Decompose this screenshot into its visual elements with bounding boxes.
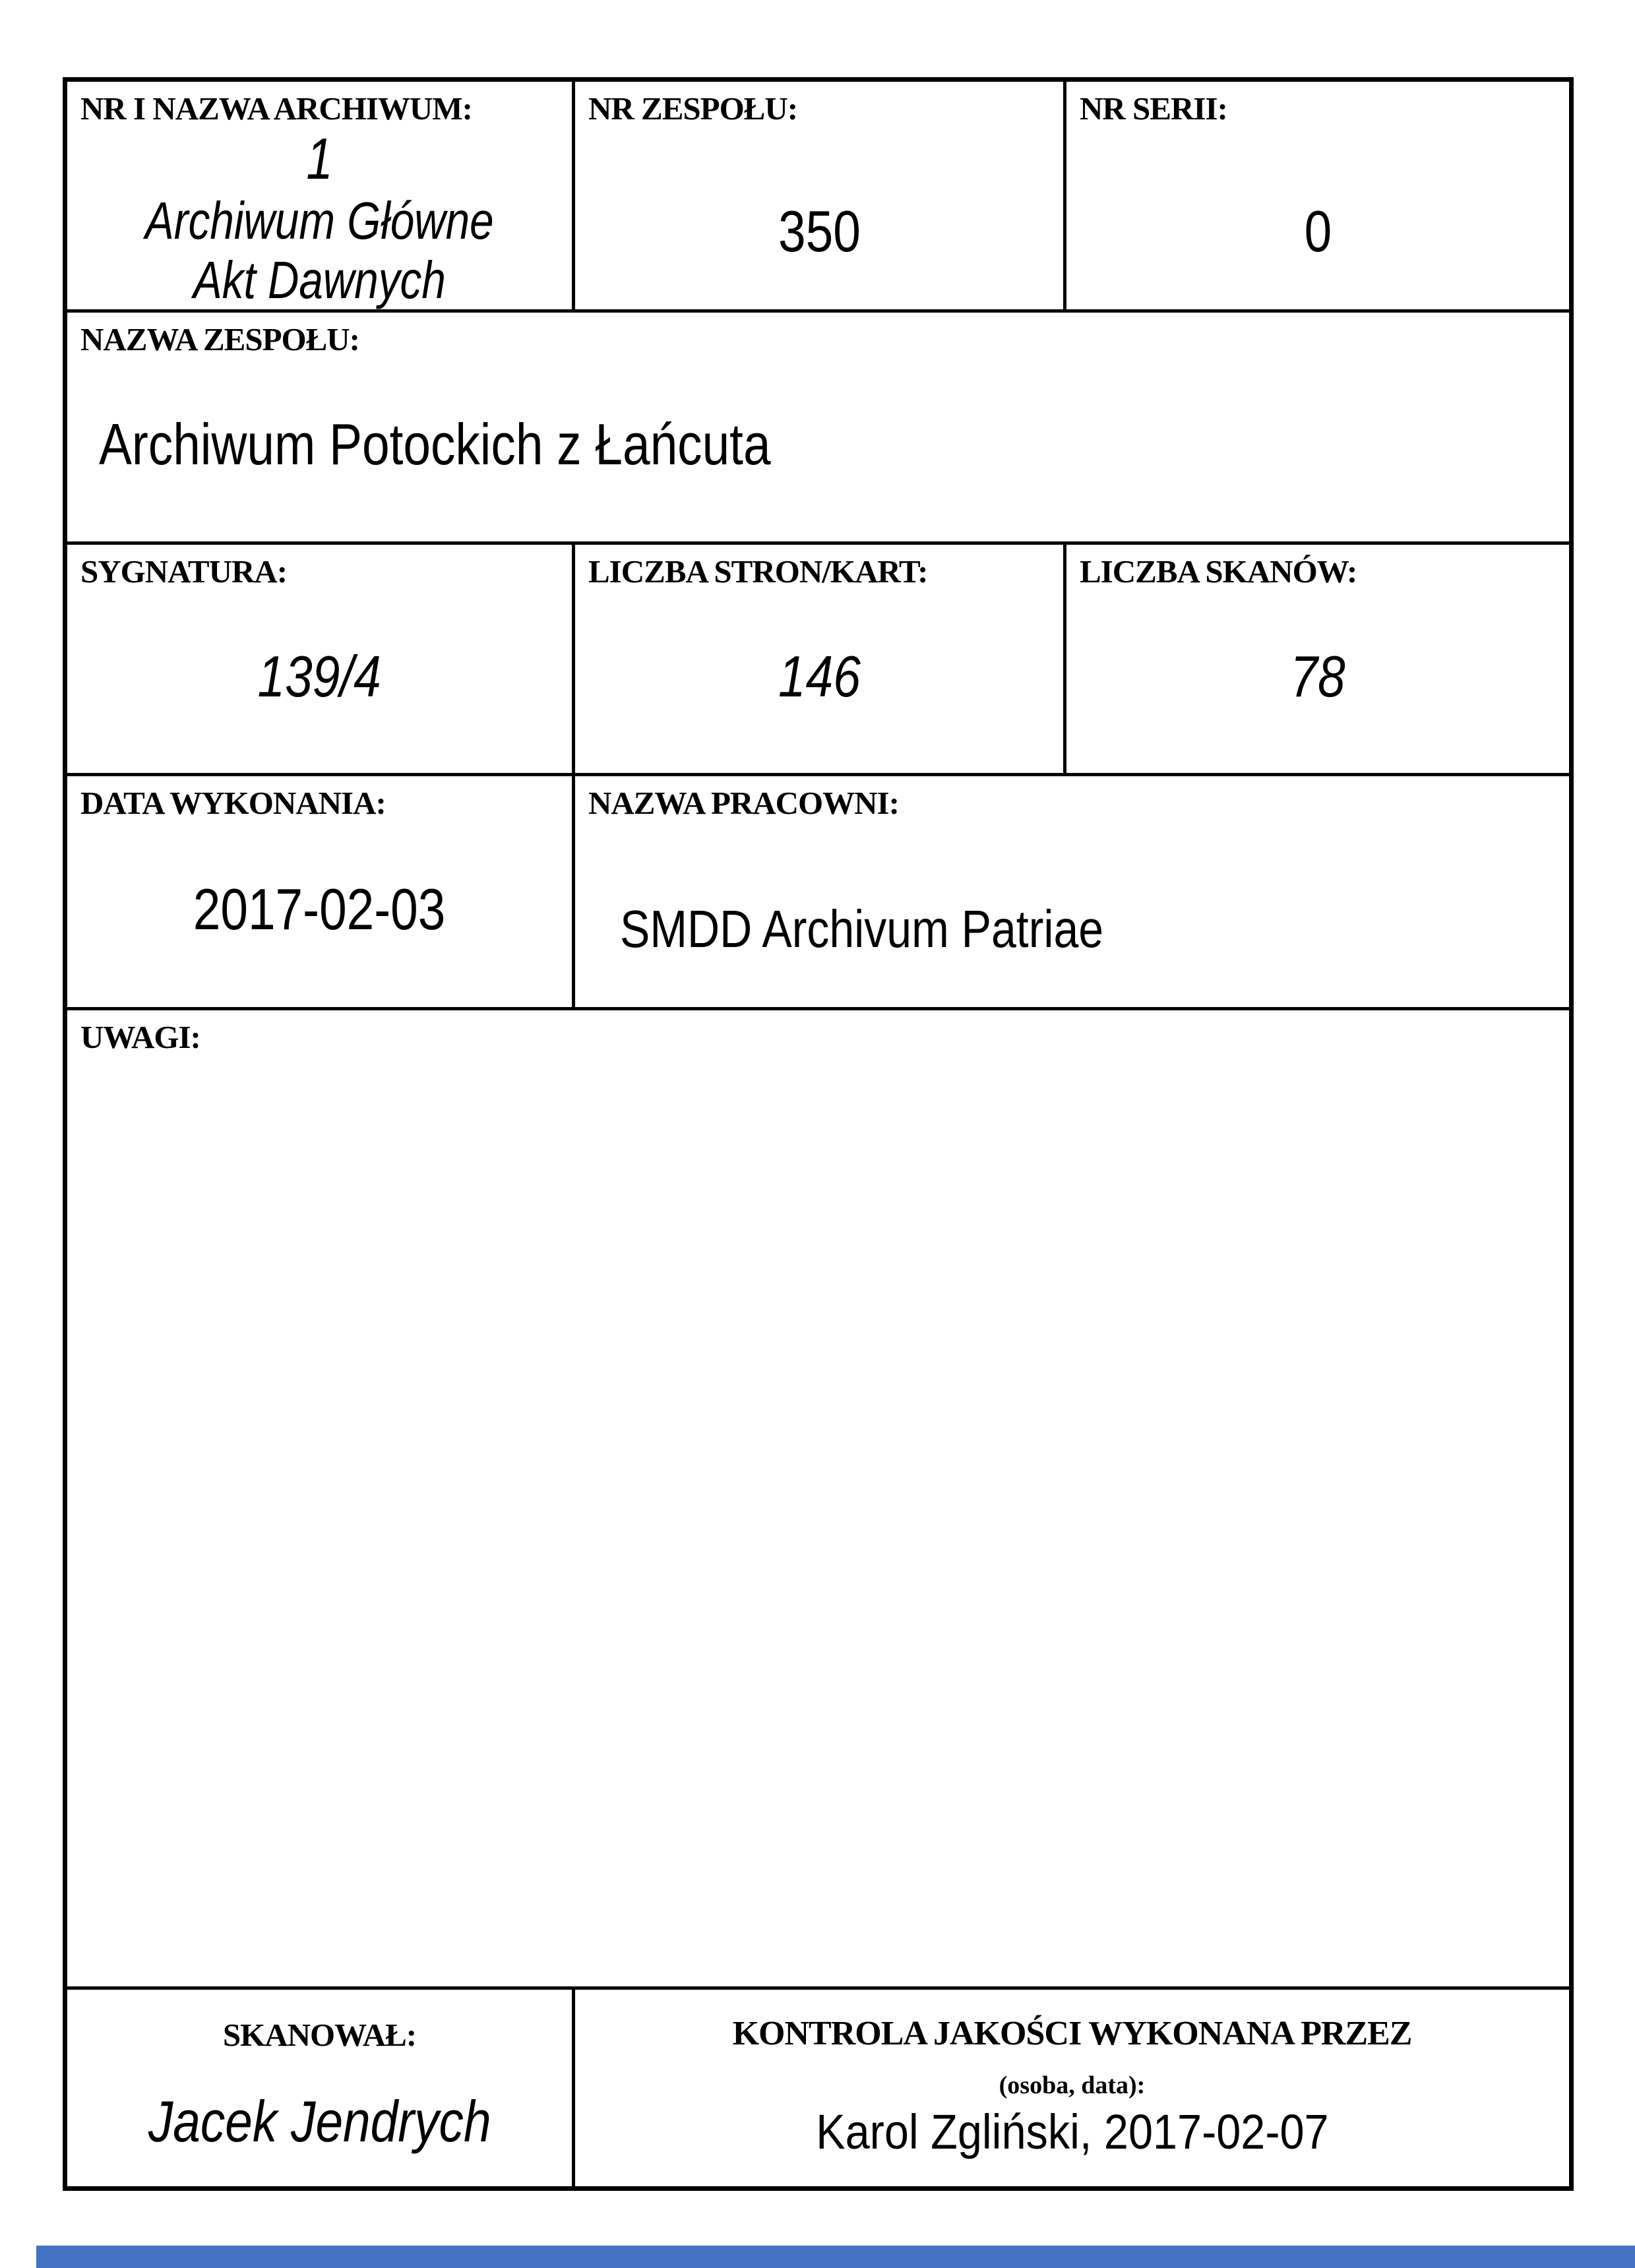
signature-value: 139/4 (257, 643, 382, 709)
archive-value-stack (80, 127, 559, 313)
cell-remarks (67, 1010, 1569, 1990)
quality-control-sublabel: (osoba, data): (999, 2071, 1146, 2100)
remarks-empty-area (80, 1055, 1556, 1977)
workshop-value: SMDD Archivum Patriae (620, 900, 1104, 959)
workshop-label: NAZWA PRACOWNI: (588, 785, 899, 821)
pages-count-value: 146 (778, 643, 861, 709)
scan-date-label: DATA WYKONANIA: (80, 785, 386, 821)
bottom-blue-bar (36, 2246, 1635, 2268)
cell-workshop (575, 776, 1569, 1010)
fonds-name-value: Archiwum Potockich z Łańcuta (99, 412, 771, 477)
metadata-table (63, 77, 1574, 2191)
cell-pages-count (575, 545, 1066, 776)
quality-control-label: KONTROLA JAKOŚCI WYKONANA PRZEZ (732, 2015, 1412, 2052)
archive-label: NR I NAZWA ARCHIWUM: (80, 90, 472, 127)
scan-date-value: 2017-02-03 (193, 876, 446, 942)
cell-fonds-number (575, 82, 1066, 313)
pages-count-label: LICZBA STRON/KART: (588, 553, 928, 590)
cell-scanned-by (67, 1990, 575, 2186)
cell-quality-control (575, 1990, 1569, 2186)
remarks-label: UWAGI: (80, 1019, 201, 1055)
signature-label: SYGNATURA: (80, 553, 288, 590)
archive-name-line1: Archiwum Główne (145, 191, 494, 251)
archive-number: 1 (306, 125, 333, 191)
cell-signature (67, 545, 575, 776)
series-number-value: 0 (1304, 198, 1332, 264)
cell-archive (67, 82, 575, 313)
scans-count-value: 78 (1290, 643, 1345, 709)
scans-count-label: LICZBA SKANÓW: (1080, 553, 1357, 590)
fonds-number-label: NR ZESPOŁU: (588, 90, 798, 127)
scanned-by-label: SKANOWAŁ: (222, 2017, 417, 2053)
cell-series-number (1066, 82, 1569, 313)
cell-scans-count (1066, 545, 1569, 776)
fonds-number-value: 350 (778, 198, 861, 264)
series-number-label: NR SERII: (1080, 90, 1227, 127)
fonds-name-label: NAZWA ZESPOŁU: (80, 321, 360, 357)
quality-control-value: Karol Zgliński, 2017-02-07 (815, 2104, 1329, 2159)
scanned-by-value: Jacek Jendrych (148, 2089, 491, 2155)
archive-name-line2: Akt Dawnych (193, 251, 446, 310)
cell-scan-date (67, 776, 575, 1010)
cell-fonds-name (67, 313, 1569, 545)
